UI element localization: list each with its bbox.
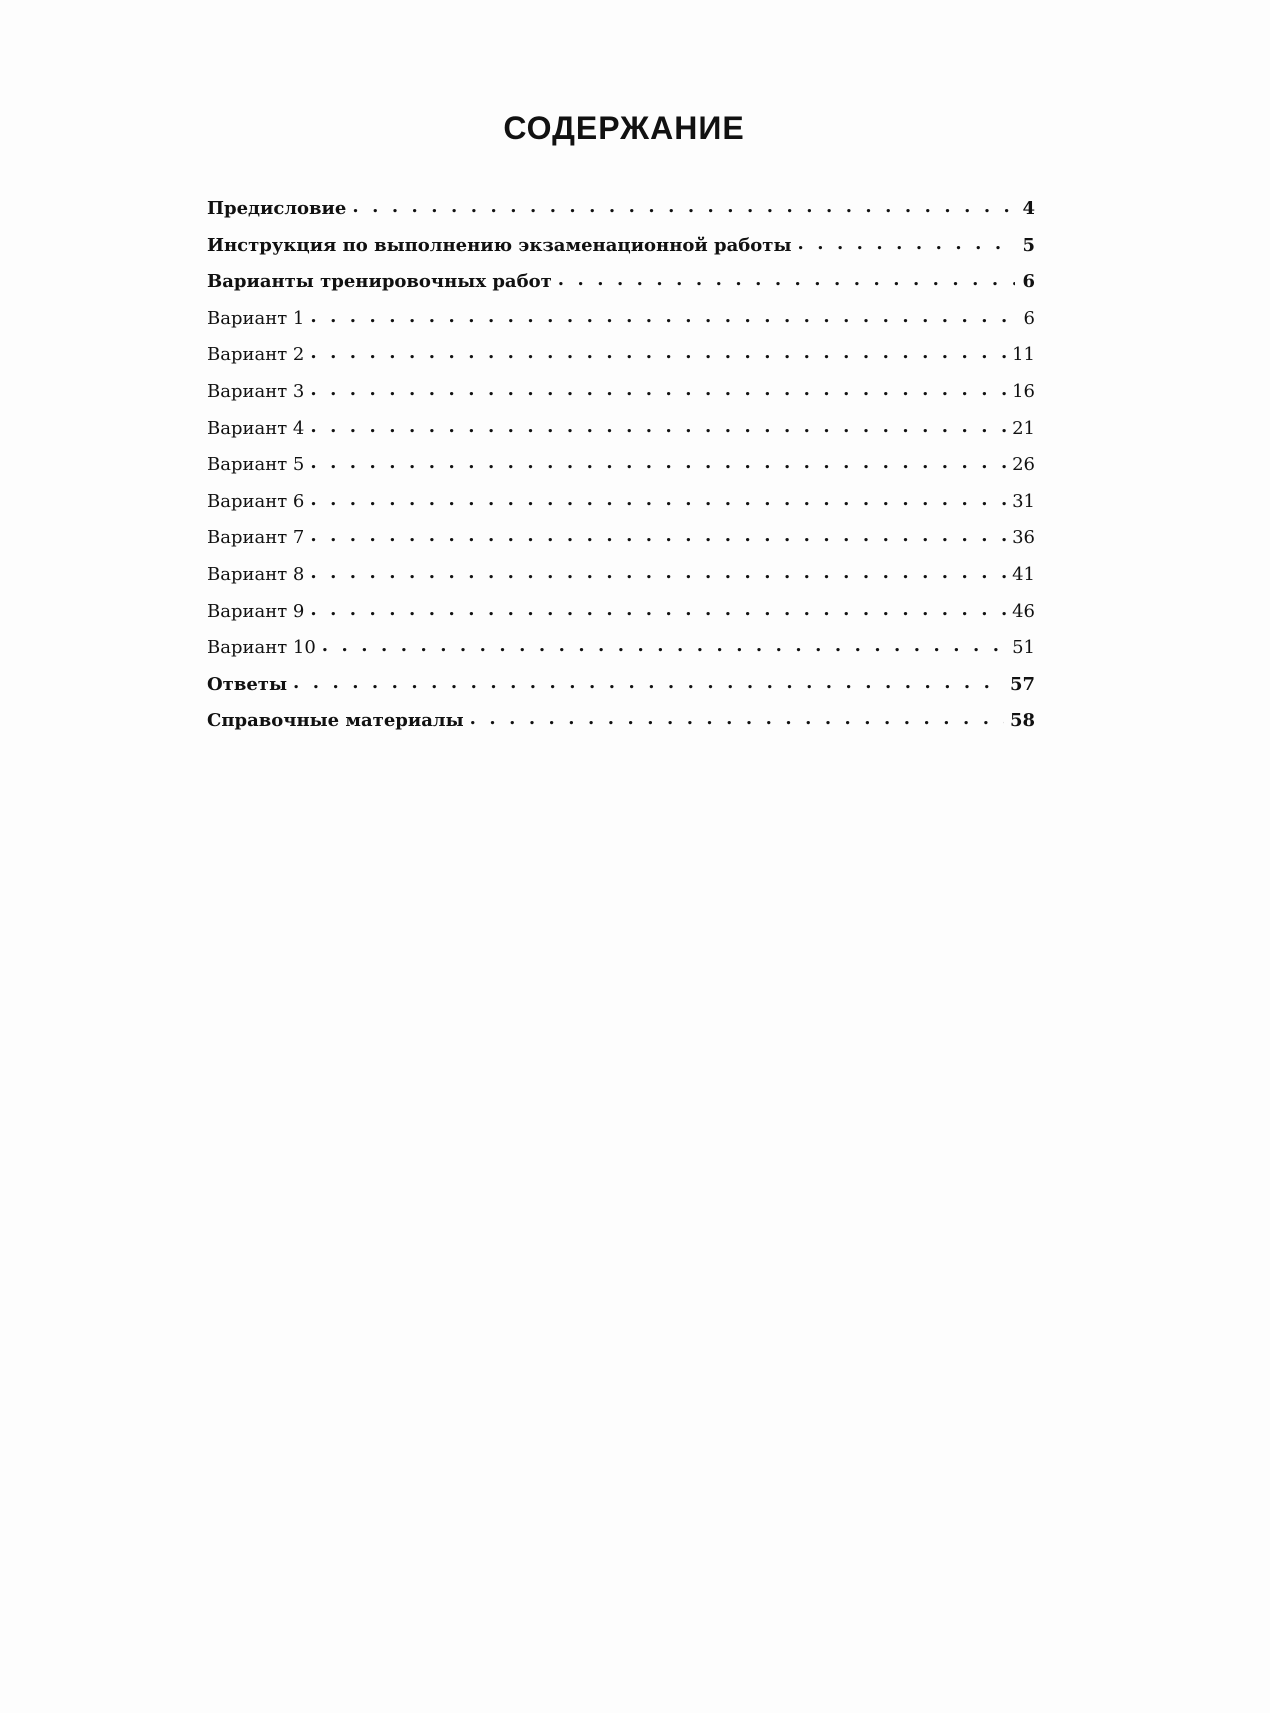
toc-entry-label: Вариант 6 xyxy=(207,490,305,512)
toc-dot-leader xyxy=(310,342,1006,360)
toc-entry-page-number: 21 xyxy=(1012,417,1035,439)
toc-entry-page-number: 51 xyxy=(1012,637,1035,659)
toc-entry-page-number: 4 xyxy=(1022,198,1035,219)
toc-dot-leader xyxy=(310,525,1006,543)
toc-entry-label: Варианты тренировочных работ xyxy=(207,271,552,293)
toc-dot-leader xyxy=(310,379,1006,397)
toc-entry xyxy=(207,599,1035,636)
toc-entry-page-number: 11 xyxy=(1012,344,1035,366)
toc-entry-page-number: 58 xyxy=(1009,710,1035,732)
toc-entry xyxy=(207,269,1035,306)
toc-dot-leader xyxy=(310,562,1006,580)
toc-entry-label: Вариант 4 xyxy=(207,417,305,439)
toc-entry xyxy=(207,416,1035,453)
toc-entry-label: Вариант 2 xyxy=(207,344,305,366)
toc-entry xyxy=(207,379,1035,416)
toc-entry-page-number: 6 xyxy=(1023,307,1035,329)
toc-dot-leader xyxy=(558,269,1015,287)
page-title: СОДЕРЖАНИЕ xyxy=(503,110,745,146)
toc-entry-label: Справочные материалы xyxy=(207,710,464,732)
toc-entry-label: Вариант 7 xyxy=(207,527,305,549)
table-of-contents xyxy=(207,196,1035,745)
toc-entry-page-number: 46 xyxy=(1012,600,1035,622)
toc-dot-leader xyxy=(310,599,1006,617)
toc-entry-label: Вариант 9 xyxy=(207,600,305,622)
toc-entry xyxy=(207,489,1035,526)
toc-entry xyxy=(207,452,1035,489)
toc-entry-page-number: 36 xyxy=(1012,527,1035,549)
toc-entry xyxy=(207,196,1035,233)
toc-entry xyxy=(207,635,1035,672)
toc-entry xyxy=(207,672,1035,709)
toc-dot-leader xyxy=(310,306,1015,324)
toc-entry xyxy=(207,342,1035,379)
toc-dot-leader xyxy=(352,196,1015,214)
toc-entry xyxy=(207,525,1035,562)
toc-entry-label: Вариант 8 xyxy=(207,563,305,585)
toc-entry-label: Предисловие xyxy=(207,198,347,219)
toc-entry xyxy=(207,562,1035,599)
toc-entry-label: Вариант 3 xyxy=(207,380,305,402)
toc-dot-leader xyxy=(797,233,1015,251)
toc-entry-label: Вариант 5 xyxy=(207,454,305,476)
toc-entry-page-number: 31 xyxy=(1012,490,1035,512)
toc-entry-page-number: 6 xyxy=(1022,271,1035,293)
toc-entry xyxy=(207,233,1035,270)
toc-entry xyxy=(207,306,1035,343)
toc-entry-label: Инструкция по выполнению экзаменационной работы xyxy=(207,234,792,256)
toc-entry-label: Вариант 10 xyxy=(207,637,316,659)
toc-entry-page-number: 16 xyxy=(1012,380,1035,402)
toc-entry-label: Вариант 1 xyxy=(207,307,305,329)
toc-entry xyxy=(207,708,1035,745)
toc-dot-leader xyxy=(310,452,1006,470)
toc-dot-leader xyxy=(322,635,1006,653)
toc-entry-page-number: 5 xyxy=(1022,234,1035,256)
toc-dot-leader xyxy=(293,672,1004,690)
toc-entry-page-number: 26 xyxy=(1012,454,1035,476)
toc-entry-page-number: 41 xyxy=(1012,563,1035,585)
toc-entry-page-number: 57 xyxy=(1009,673,1035,695)
toc-entry-label: Ответы xyxy=(207,673,287,695)
toc-dot-leader xyxy=(310,489,1006,507)
toc-dot-leader xyxy=(310,416,1006,434)
toc-dot-leader xyxy=(470,708,1004,726)
